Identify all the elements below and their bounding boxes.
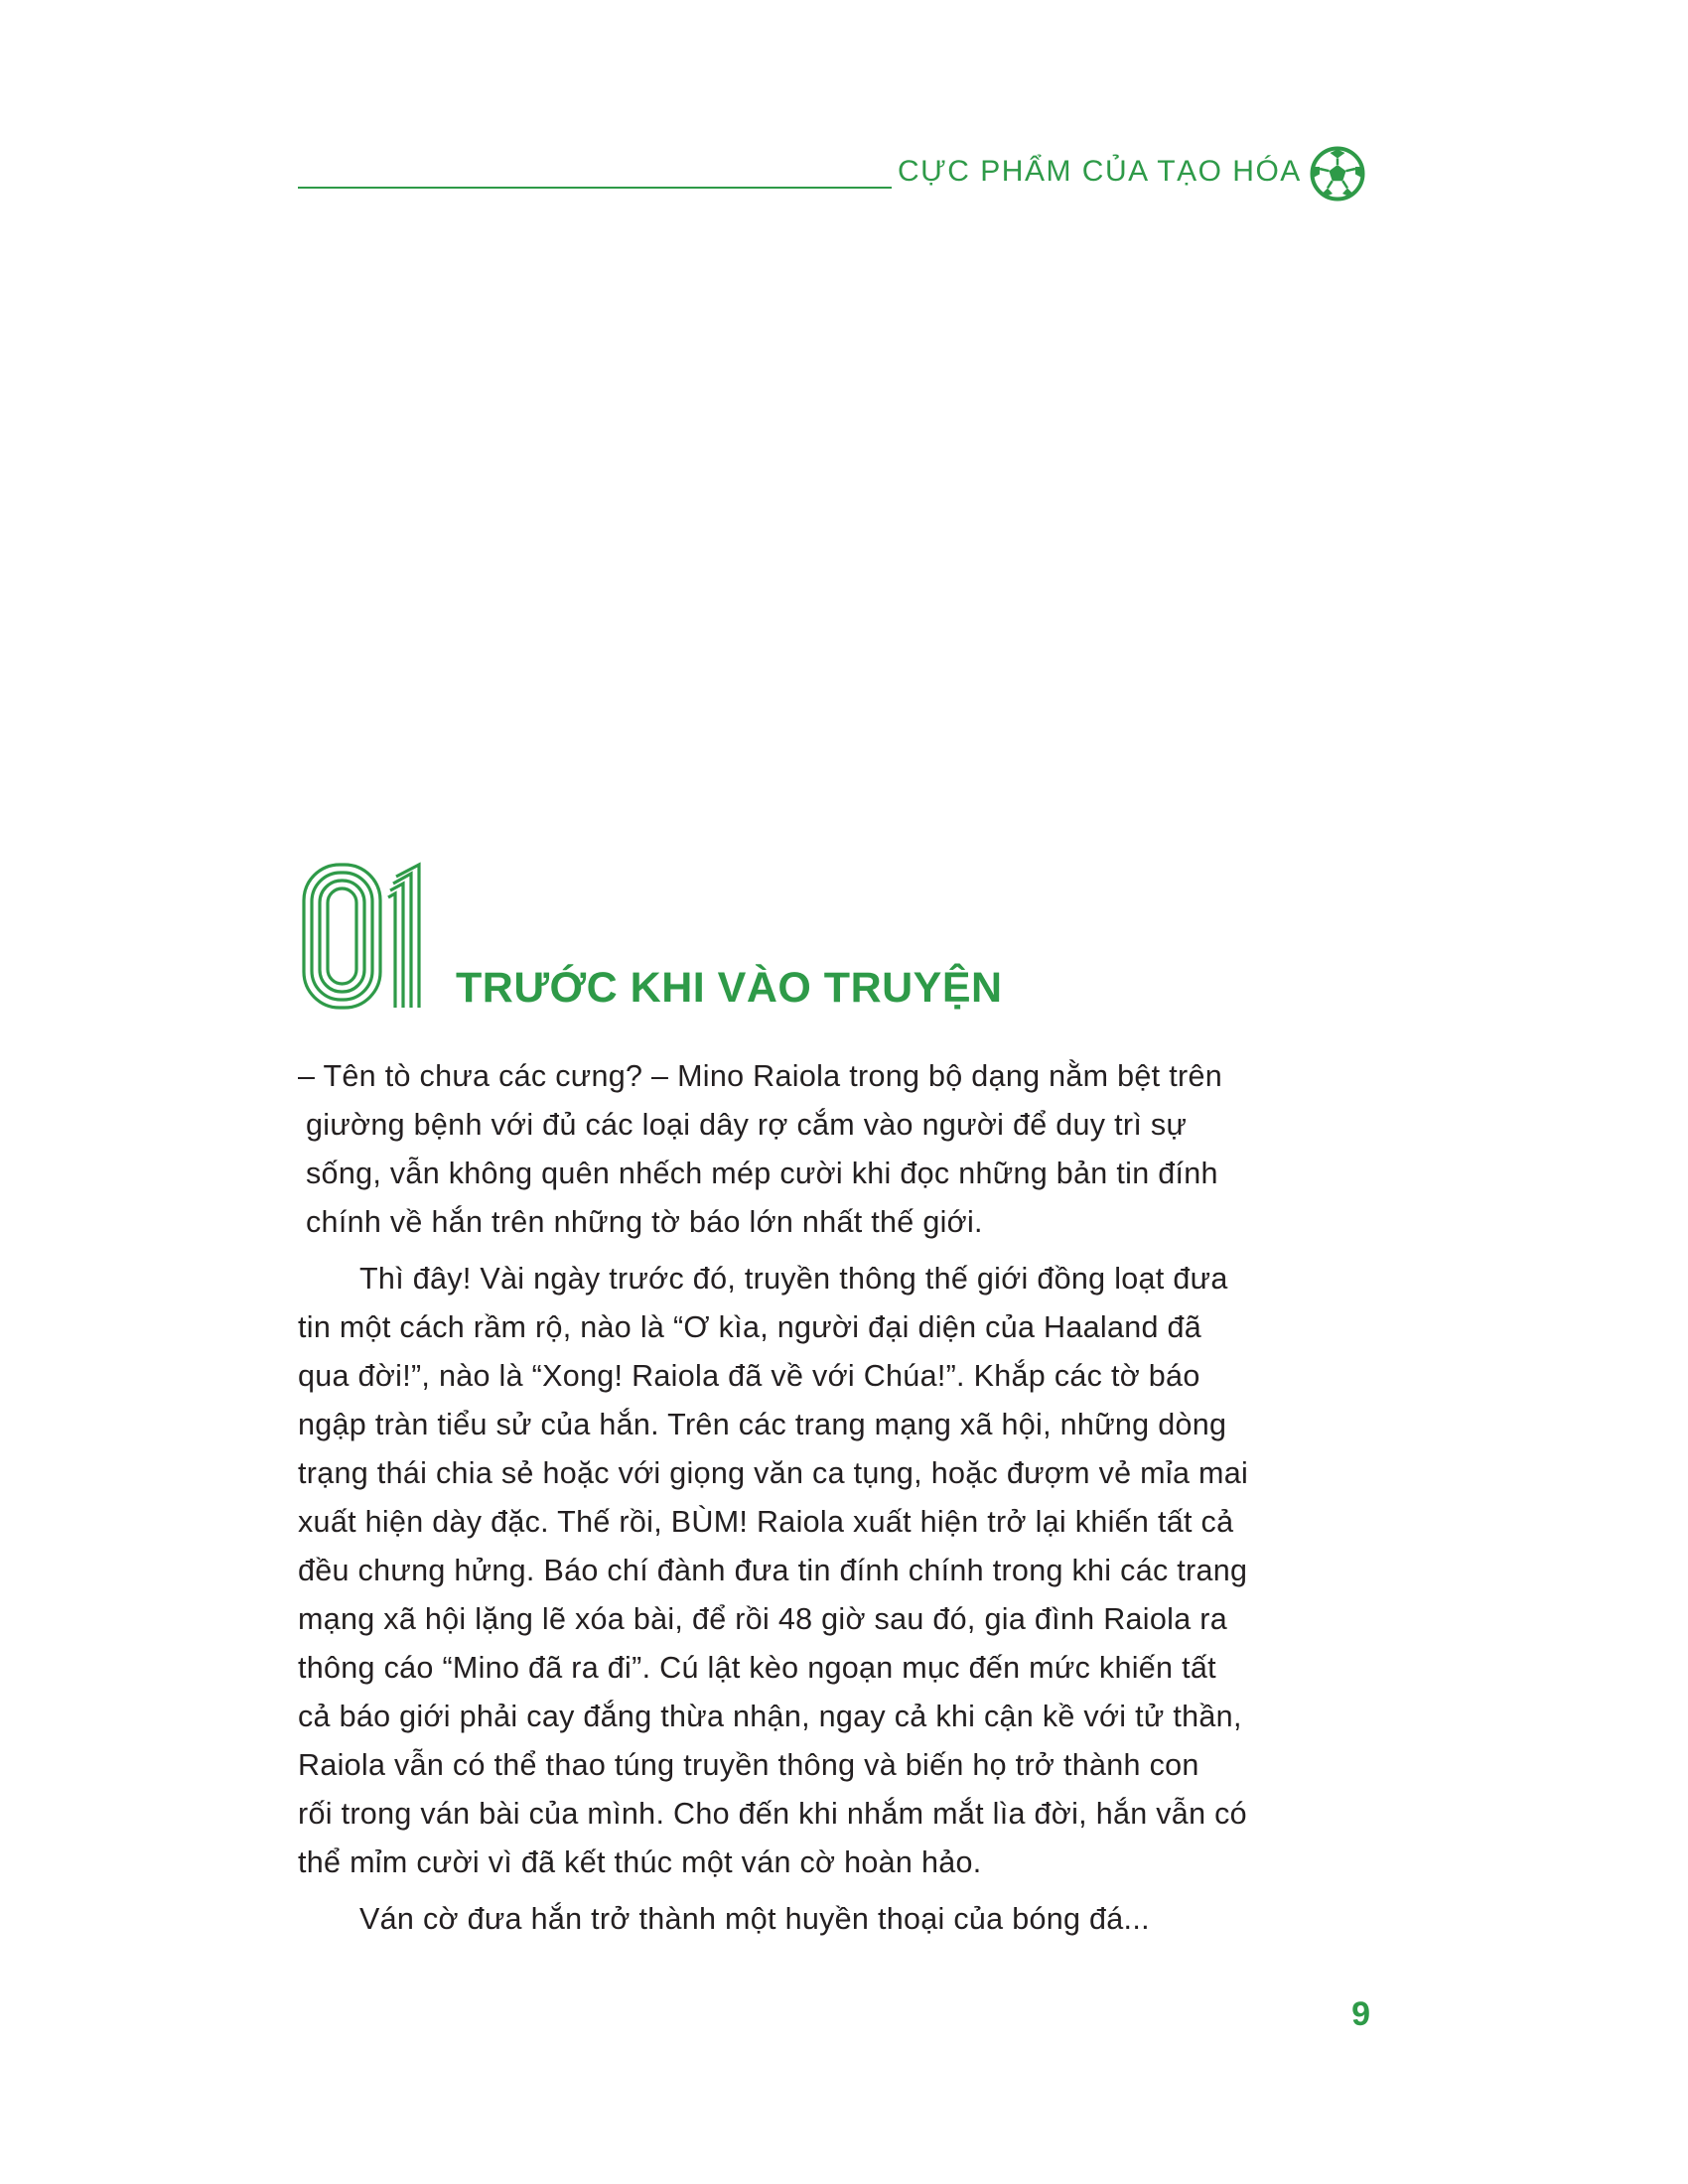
running-title: CỰC PHẨM CỦA TẠO HÓA [898,155,1302,188]
soccer-ball-icon [1309,145,1366,203]
page-number: 9 [1351,1995,1370,2033]
paragraph-opening: – Tên tò chưa các cưng? – Mino Raiola trong bộ dạng nằm bệt trên giường bệnh với đủ các loại dây rợ cắm vào người để duy trì sự sống, vẫn không quên nhếch mép cười khi đọc những bản tin đính chính về hắn trên những tờ báo lớn nhất thế giới. [298,1059,1222,1239]
paragraph-closing: Ván cờ đưa hắn trở thành một huyền thoại của bóng đá... [359,1902,1150,1936]
chapter-number [301,862,447,1011]
chapter-number-zero [304,865,380,1008]
chapter-title: TRƯỚC KHI VÀO TRUYỆN [456,964,1003,1012]
paragraph-main: Thì đây! Vài ngày trước đó, truyền thông thế giới đồng loạt đưa tin một cách rầm rộ, nào là “Ơ kìa, người đại diện của Haaland đã qua đời!”, nào là “Xong! Raiola đã về với Chúa!”. Khắp các tờ báo ngập tràn tiểu sử của hắn. Trên các trang mạng xã hội, những dòng trạng thái chia sẻ hoặc với giọng văn ca tụng, hoặc đượm vẻ mỉa mai xuất hiện dày đặc. Thế rồi, BÙM! Raiola xuất hiện trở lại khiến tất cả đều chưng hửng. Báo chí đành đưa tin đính chính trong khi các trang mạng xã hội lặng lẽ xóa bài, để rồi 48 giờ sau đó, gia đình Raiola ra thông cáo “Mino đã ra đi”. Cú lật kèo ngoạn mục đến mức khiến tất cả báo giới phải cay đắng thừa nhận, ngay cả khi cận kề với tử thần, Raiola vẫn có thể thao túng truyền thông và biến họ trở thành con rối trong ván bài của mình. Cho đến khi nhắm mắt lìa đời, hắn vẫn có thể mỉm cười vì đã kết thúc một ván cờ hoàn hảo. [298,1262,1249,1879]
body-text [298,1052,1368,1952]
header-rule [298,187,892,189]
chapter-number-one [388,865,419,1008]
